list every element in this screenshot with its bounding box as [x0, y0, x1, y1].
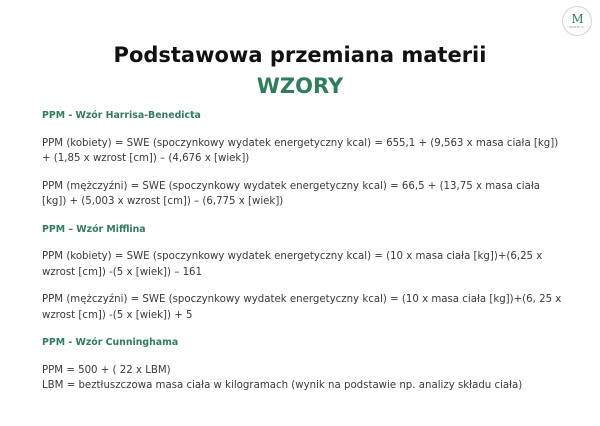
section-heading-mifflin: PPM – Wzór Mifflina	[42, 223, 146, 235]
formula-mifflin-men: PPM (mężczyźni) = SWE (spoczynkowy wydatek energetyczny kcal) = (10 x masa ciała [kg])+(6, 25 x wzrost [cm]) -(5 x [wiek]) + 5	[42, 294, 562, 321]
formula-mifflin-women: PPM (kobiety) = SWE (spoczynkowy wydatek energetyczny kcal) = (10 x masa ciała [kg])+(6,25 x wzrost [cm]) -(5 x [wiek]) – 161	[42, 251, 543, 278]
page-title: Podstawowa przemiana materii	[113, 43, 487, 67]
logo-mark: M	[571, 12, 583, 26]
brand-logo	[562, 6, 592, 36]
logo-text: MARTA A.	[569, 25, 585, 29]
lbm-definition: LBM = beztłuszczowa masa ciała w kilogramach (wynik na podstawie np. analizy składu ciała)	[42, 380, 523, 391]
page-subtitle: WZORY	[256, 74, 344, 98]
formulas-content	[42, 108, 562, 394]
formula-cunningham: PPM = 500 + ( 22 x LBM)	[42, 364, 171, 376]
formula-harris-benedict-women: PPM (kobiety) = SWE (spoczynkowy wydatek energetyczny kcal) = 655,1 + (9,563 x masa ciała [kg]) + (1,85 x wzrost [cm]) – (4,676 x [wiek])	[42, 137, 559, 164]
section-heading-cunningham: PPM - Wzór Cunninghama	[42, 337, 179, 348]
formula-harris-benedict-men: PPM (mężczyźni) = SWE (spoczynkowy wydatek energetyczny kcal) = 66,5 + (13,75 x masa ciała [kg]) + (5,003 x wzrost [cm]) – (6,775 x [wiek])	[42, 180, 540, 207]
section-heading-harris-benedict: PPM - Wzór Harrisa-Benedicta	[42, 110, 201, 121]
